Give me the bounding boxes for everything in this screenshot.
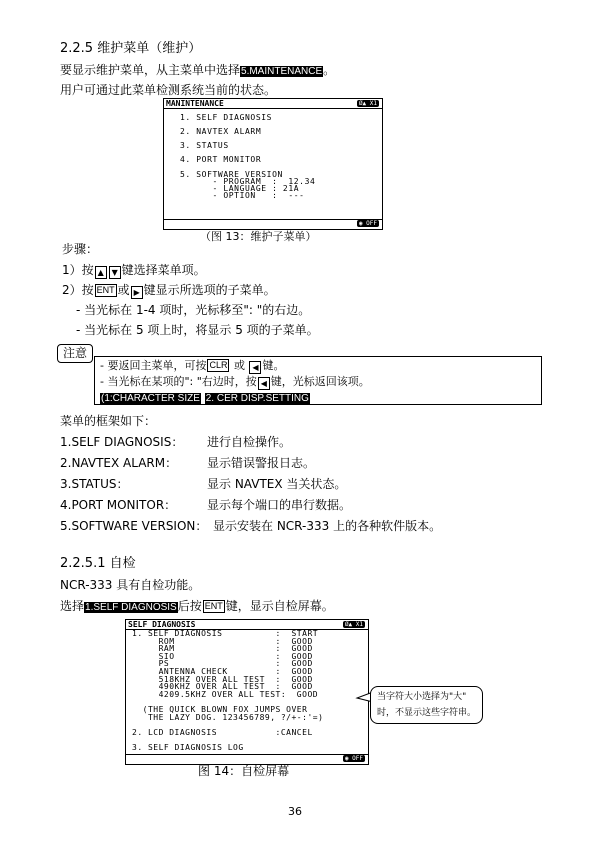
paragraph-text: 后按 <box>177 599 202 613</box>
screen-line: 5. SOFTWARE VERSION <box>180 170 283 179</box>
note-line-2 <box>100 374 370 390</box>
maintenance-screen <box>163 98 383 230</box>
menu-frame-key: 5.SOFTWARE VERSION： <box>60 519 208 533</box>
paragraph-text: 键，显示自检屏幕。 <box>225 599 334 613</box>
clr-key-icon: CLR <box>209 360 228 370</box>
screen-title: MANINTENANCE <box>164 99 382 109</box>
screen-line: 3. SELF DIAGNOSIS LOG <box>132 743 244 752</box>
note-text: 键，光标返回该项。 <box>270 375 370 388</box>
note-text: - 当光标在某项的": "右边时，按 <box>100 375 257 388</box>
menu-frame-key: 1.SELF DIAGNOSIS： <box>60 435 184 449</box>
screen-line: 490KHZ OVER ALL TEST : GOOD <box>132 682 313 692</box>
step-text: 键选择菜单项。 <box>121 263 206 277</box>
screen-line: THE LAZY DOG. 123456789, ?/+-:'=) <box>132 712 324 722</box>
bullet-cursor-5: - 当光标在 5 项上时，将显示 5 项的子菜单。 <box>76 323 319 337</box>
paragraph-text: 要显示维护菜单，从主菜单中选择 <box>60 63 241 77</box>
note-label: 注意 <box>57 344 93 363</box>
self-diagnosis-screen <box>125 619 369 765</box>
screen-power-badge: ◉ OFF <box>358 220 377 227</box>
menu-frame-label: 菜单的框架如下： <box>60 414 157 428</box>
section-heading: 2.2.5 维护菜单（维护） <box>60 41 202 56</box>
steps-label: 步骤： <box>62 242 99 256</box>
note-text: - 要返回主菜单，可按 <box>100 359 207 372</box>
ent-key-icon: ENT <box>204 601 223 611</box>
callout-text: 时，不显示这些字符串。 <box>377 708 477 718</box>
callout-text: 当字符大小选择为"大" <box>377 692 467 702</box>
screen-line: ANTENNA CHECK : GOOD <box>132 667 313 676</box>
menu-frame-desc: 显示安装在 NCR-333 上的各种软件版本。 <box>213 519 442 533</box>
highlight-maintenance: 5.MAINTENANCE <box>241 66 323 77</box>
screen-line: 4209.5KHZ OVER ALL TEST: GOOD <box>132 689 319 699</box>
screen-line: 1. SELF DIAGNOSIS <box>180 113 273 122</box>
menu-frame-desc: 显示错误警报日志。 <box>207 456 316 470</box>
ent-key-icon: ENT <box>96 285 115 295</box>
step-text: 键显示所选项的子菜单。 <box>143 283 276 297</box>
paragraph-select-maintenance <box>60 63 335 79</box>
screen-status-badge: Ø▲ X1 <box>358 100 377 107</box>
menu-frame-desc: 显示 NAVTEX 当关状态。 <box>207 477 347 491</box>
note-text: 或 <box>230 359 249 372</box>
note-text: 键。 <box>262 359 285 372</box>
screen-divider <box>164 219 382 220</box>
paragraph-description: 用户可通过此菜单检测系统当前的状态。 <box>60 83 277 97</box>
screen-divider <box>126 754 368 755</box>
step-text: 1）按 <box>62 263 94 277</box>
screen-line: - PROGRAM : 12.34 <box>180 177 316 186</box>
note-line-3 <box>100 390 310 406</box>
menu-frame-desc: 进行自检操作。 <box>207 435 292 449</box>
screen-line: SIO : GOOD <box>132 651 313 661</box>
menu-frame-key: 2.NAVTEX ALARM： <box>60 456 178 470</box>
paragraph-self-test: NCR-333 具有自检功能。 <box>60 578 201 592</box>
screen-line: RAM : GOOD <box>132 644 313 654</box>
highlight-character-size: (1:CHARACTER SIZE <box>101 393 200 404</box>
step-text: 或 <box>117 283 130 297</box>
screen-line: 2. LCD DIAGNOSIS :CANCEL <box>132 727 313 737</box>
subsection-heading: 2.2.5.1 自检 <box>60 556 136 571</box>
screen-power-badge: ◉ OFF <box>344 755 363 762</box>
left-arrow-key-icon: ◀ <box>258 377 270 390</box>
up-arrow-key-icon: ▲ <box>95 266 107 279</box>
paragraph-select-self-diagnosis <box>60 599 334 615</box>
highlight-cer-disp-setting: 2. CER DISP.SETTING <box>205 393 309 404</box>
screen-line: PS : GOOD <box>132 659 313 669</box>
screen-line: 3. STATUS <box>180 141 229 150</box>
figure-14-caption: 图 14：自检屏幕 <box>198 764 290 778</box>
menu-frame-desc: 显示每个端口的串行数据。 <box>207 498 352 512</box>
step-1 <box>62 263 206 279</box>
paragraph-text: 选择 <box>60 599 85 613</box>
screen-line: 4. PORT MONITOR <box>180 155 262 164</box>
highlight-self-diagnosis: 1.SELF DIAGNOSIS <box>85 602 177 613</box>
step-text: 2）按 <box>62 283 94 297</box>
callout-note <box>370 686 483 724</box>
menu-frame-key: 4.PORT MONITOR： <box>60 498 177 512</box>
screen-line: 518KHZ OVER ALL TEST : GOOD <box>132 674 313 684</box>
screen-status-badge: Ø▲ X1 <box>344 621 363 628</box>
screen-line: - OPTION : --- <box>180 191 305 200</box>
bullet-cursor-1-4: - 当光标在 1-4 项时，光标移至": "的右边。 <box>76 303 311 317</box>
screen-line: - LANGUAGE : 21A <box>180 184 300 193</box>
right-arrow-key-icon: ▶ <box>131 286 143 299</box>
figure-13-caption: （图 13：维护子菜单） <box>200 230 317 243</box>
page-number: 36 <box>288 805 302 818</box>
paragraph-text: 。 <box>323 63 336 77</box>
screen-title: SELF DIAGNOSIS <box>126 620 368 630</box>
menu-frame-key: 3.STATUS： <box>60 477 129 491</box>
screen-line: 1. SELF DIAGNOSIS : START <box>132 629 319 638</box>
screen-line: 2. NAVTEX ALARM <box>180 127 262 136</box>
down-arrow-key-icon: ▼ <box>109 266 121 279</box>
note-line-1 <box>100 358 284 374</box>
screen-line: ROM : GOOD <box>132 636 313 646</box>
screen-line: (THE QUICK BLOWN FOX JUMPS OVER <box>132 705 308 714</box>
left-arrow-key-icon: ◀ <box>249 361 261 374</box>
step-2 <box>62 283 276 299</box>
